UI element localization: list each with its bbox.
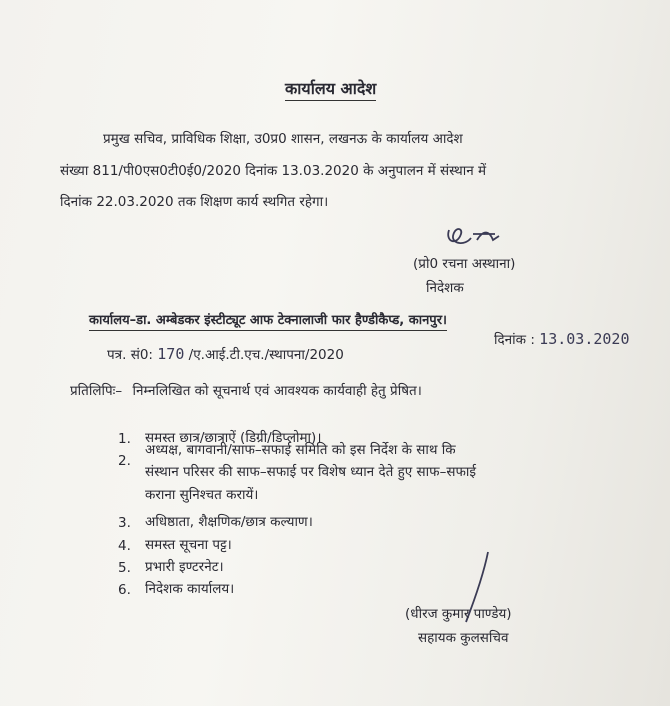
order-paragraph-line-1: प्रमुख सचिव, प्राविधिक शिक्षा, उ0प्र0 शासन, लखनऊ के कार्यालय आदेश [103,131,463,147]
registrar-name: (धीरज कुमार पाण्डेय) [405,606,512,622]
letter-number-suffix: /ए.आई.टी.एच./स्थापना/2020 [188,347,344,363]
list-item: निदेशक कार्यालय। [145,581,235,597]
date-handwritten: 13.03.2020 [539,330,630,348]
list-item-continued: संस्थान परिसर की साफ–सफाई पर विशेष ध्यान देते हुए साफ–सफाई [145,464,476,480]
list-item: अधिष्ठाता, शैक्षणिक/छात्र कल्याण। [145,514,313,530]
registrar-designation: सहायक कुलसचिव [418,630,509,646]
list-item-number: 2. [118,453,131,469]
office-header: कार्यालय–डा. अम्बेडकर इंस्टीट्यूट आफ टेक्नालाजी फार हैण्डीकैप्ड, कानपुर। [89,310,447,331]
letter-number-handwritten: 170 [157,345,185,363]
director-name: (प्रो0 रचना अस्थाना) [413,256,516,272]
letter-date [494,330,629,348]
list-item-number: 5. [118,560,131,576]
list-item: अध्यक्ष, बागवानी/साफ–सफाई समिति को इस निर्देश के साथ कि [145,442,456,458]
director-designation: निदेशक [426,280,464,296]
list-item: प्रभारी इण्टरनेट। [145,559,224,575]
letter-number [107,345,344,363]
list-item-number: 1. [118,431,131,447]
order-paragraph-line-2: संख्या 811/पी0एस0टी0ई0/2020 दिनांक 13.03.2020 के अनुपालन में संस्थान में [60,163,487,179]
copy-text: निम्नलिखित को सूचनार्थ एवं आवश्यक कार्यवाही हेतु प्रेषित। [132,383,422,399]
list-item: समस्त छात्र/छात्राऐं (डिग्री/डिप्लोमा)। [145,430,322,446]
copy-label: प्रतिलिपिः– [70,383,123,399]
list-item-number: 4. [118,538,131,554]
order-paragraph-line-3: दिनांक 22.03.2020 तक शिक्षण कार्य स्थगित रहेगा। [60,194,329,210]
list-item-continued: कराना सुनिश्चत करायें। [145,487,259,503]
copy-to-line [70,381,422,399]
director-signature [443,220,503,252]
list-item-number: 6. [118,582,131,598]
page-title: कार्यालय आदेश [285,77,376,101]
letter-number-label: पत्र. सं0: [107,347,153,363]
list-item-number: 3. [118,515,131,531]
date-label: दिनांक : [494,332,535,348]
list-item: समस्त सूचना पट्ट। [145,537,232,553]
